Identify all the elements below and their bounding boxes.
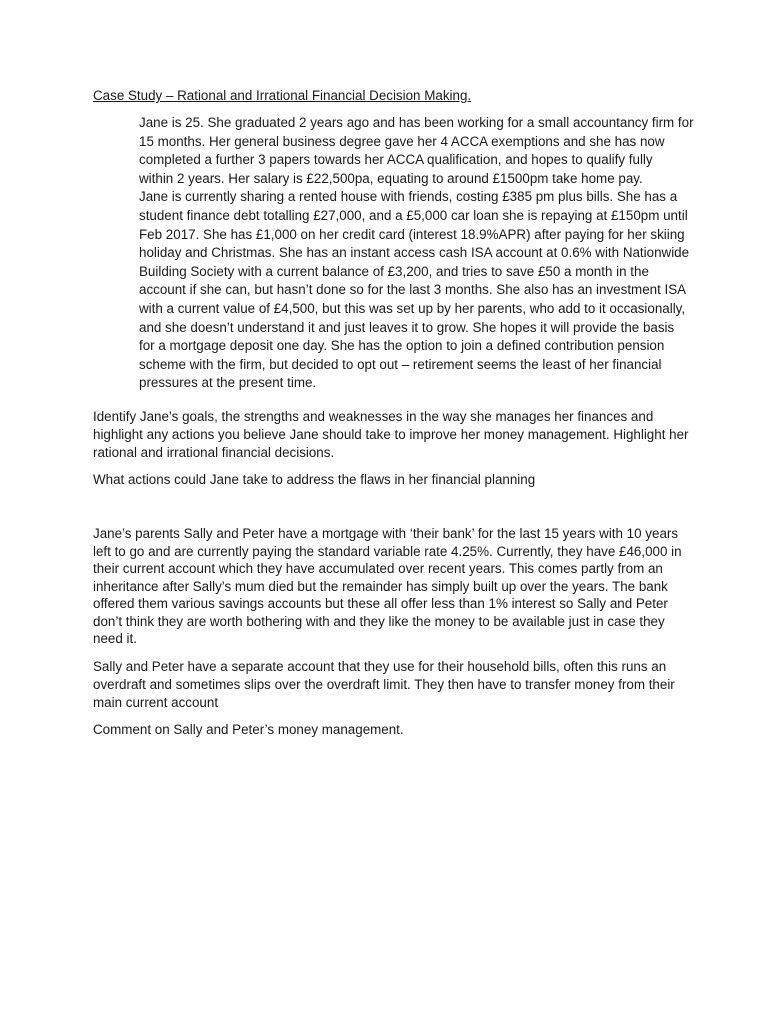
actions-question-line: What actions could Jane take to address the flaws in her financial planning: [93, 472, 536, 487]
goals-question-line: rational and irrational financial decisions.: [93, 444, 335, 460]
jane-case-line: for a mortgage deposit one day. She has the option to join a defined contribution pension: [139, 338, 665, 354]
parents-case-line: left to go and are currently paying the standard variable rate 4.25%. Currently, they have £46,000 in: [93, 543, 682, 559]
jane-case-line: student finance debt totalling £27,000, and a £5,000 car loan she is repaying at £150pm until: [139, 207, 688, 223]
separate-account-line: Sally and Peter have a separate account that they use for their household bills, often this runs an: [93, 659, 667, 674]
jane-case-line: 15 months. Her general business degree gave her 4 ACCA exemptions and she has now: [139, 133, 665, 149]
document-title: Case Study – Rational and Irrational Financial Decision Making.: [93, 88, 472, 103]
jane-case-line: completed a further 3 papers towards her ACCA qualification, and hopes to qualify fully: [139, 152, 653, 168]
actions-question-paragraph: [93, 471, 733, 490]
jane-case-paragraph: [139, 114, 699, 393]
jane-case-line: within 2 years. Her salary is £22,500pa, equating to around £1500pm take home pay.: [139, 170, 643, 186]
jane-case-line: Jane is currently sharing a rented house with friends, costing £385 pm plus bills. She has a: [139, 189, 678, 205]
goals-question-paragraph: [93, 408, 733, 461]
parents-case-line: don’t think they are worth bothering with and they like the money to be available just in case they: [93, 613, 665, 629]
parents-case-line: Jane’s parents Sally and Peter have a mortgage with ‘their bank’ for the last 15 years with 10 years: [93, 526, 679, 541]
separate-account-line: main current account: [93, 694, 219, 710]
parents-case-line: inheritance after Sally’s mum died but the remainder has simply built up over the years. The bank: [93, 578, 668, 594]
jane-case-line: holiday and Christmas. She has an instant access cash ISA account at 0.6% with Nationwide: [139, 245, 690, 261]
parents-case-line: need it.: [93, 631, 137, 646]
parents-case-paragraph: [93, 525, 733, 648]
comment-question-paragraph: [93, 721, 733, 740]
jane-case-line: and she doesn’t understand it and just leaves it to grow. She hopes it will provide the basis: [139, 319, 675, 335]
jane-case-line: Feb 2017. She has £1,000 on her credit card (interest 18.9%APR) after paying for her skiing: [139, 226, 685, 242]
jane-case-line: scheme with the firm, but decided to opt out – retirement seems the least of her financial: [139, 356, 662, 372]
goals-question-line: Identify Jane’s goals, the strengths and weaknesses in the way she manages her finances and: [93, 409, 654, 424]
jane-case-line: pressures at the present time.: [139, 375, 317, 391]
jane-case-line: with a current value of £4,500, but this was set up by her parents, who add to it occasionally,: [139, 300, 686, 316]
goals-question-line: highlight any actions you believe Jane should take to improve her money management. Highlight her: [93, 426, 689, 442]
parents-case-line: offered them various savings accounts but these all offer less than 1% interest so Sally and Peter: [93, 596, 668, 611]
jane-case-line: account if she can, but hasn’t done so for the last 3 months. She also has an investment ISA: [139, 282, 687, 298]
separate-account-paragraph: [93, 658, 733, 711]
jane-case-line: Building Society with a current balance of £3,200, and tries to save £50 a month in the: [139, 263, 649, 279]
separate-account-line: overdraft and sometimes slips over the overdraft limit. They then have to transfer money from their: [93, 676, 675, 692]
comment-question-line: Comment on Sally and Peter’s money management.: [93, 722, 404, 737]
parents-case-line: their current account which they have accumulated over recent years. This comes partly from an: [93, 561, 663, 576]
jane-case-line: Jane is 25. She graduated 2 years ago and has been working for a small accountancy firm for: [139, 115, 694, 130]
